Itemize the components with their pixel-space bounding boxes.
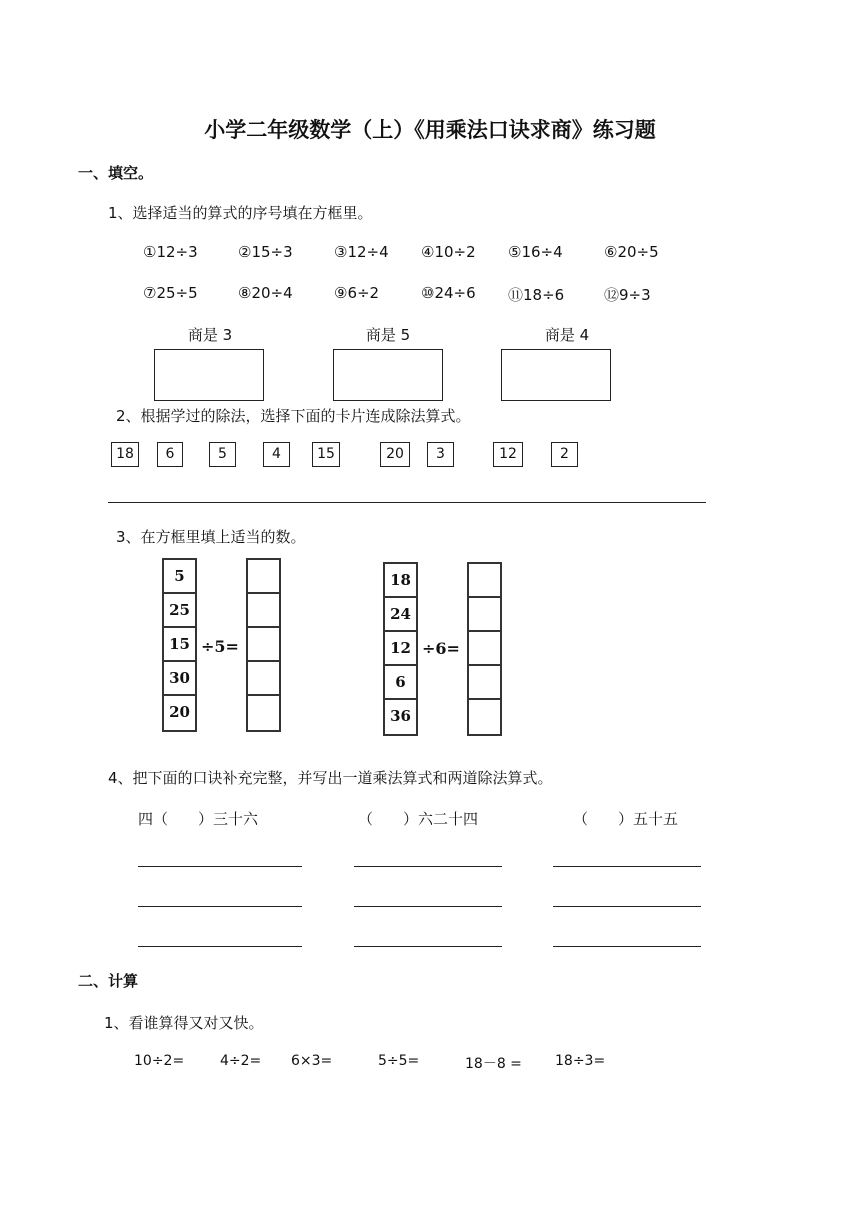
dividend-cell: 5 [164, 560, 195, 594]
expression-item: ⑧20÷4 [238, 284, 293, 302]
calc-item: 18－8 = [465, 1056, 522, 1072]
expression-item: ④10÷2 [421, 243, 476, 261]
calc-item: 5÷5= [378, 1053, 420, 1069]
answer-cell[interactable] [248, 594, 279, 628]
answer-cell[interactable] [248, 560, 279, 594]
number-card[interactable]: 6 [157, 442, 183, 467]
dividend-cell: 36 [390, 707, 411, 725]
answer-box-quotient-5[interactable] [333, 349, 443, 401]
expression-item: ⑤16÷4 [508, 243, 563, 261]
expression-item: ⑦25÷5 [143, 284, 198, 302]
number-card[interactable]: 4 [263, 442, 290, 467]
expression-item: ⑩24÷6 [421, 284, 476, 302]
expression-item: ①12÷3 [143, 243, 198, 261]
answer-cell[interactable] [469, 598, 500, 632]
expression-item: ③12÷4 [334, 243, 389, 261]
answer-column-left[interactable] [246, 558, 281, 732]
dividend-cell: 15 [164, 628, 195, 662]
section-one-heading: 一、填空。 [78, 164, 154, 182]
calc-question-1-prompt: 1、看谁算得又对又快。 [104, 1014, 264, 1032]
answer-cell[interactable] [469, 564, 500, 598]
dividend-cell: 18 [385, 564, 416, 598]
answer-line[interactable] [553, 906, 701, 907]
dividend-cell: 30 [164, 662, 195, 696]
question-1-prompt: 1、选择适当的算式的序号填在方框里。 [108, 204, 373, 222]
expression-item: ⑫9÷3 [604, 286, 651, 304]
answer-cell[interactable] [248, 696, 279, 730]
page-title: 小学二年级数学（上）《用乘法口诀求商》练习题 [204, 117, 656, 142]
answer-line[interactable] [138, 946, 302, 947]
divide-by-5-operator: ÷5= [201, 637, 239, 656]
expression-item: ②15÷3 [238, 243, 293, 261]
rhyme-item: （ ）五十五 [573, 810, 679, 828]
dividend-cell: 6 [385, 666, 416, 700]
rhyme-item: 四（ ）三十六 [138, 810, 259, 828]
number-card[interactable]: 12 [493, 442, 523, 467]
number-card[interactable]: 15 [312, 442, 340, 467]
answer-cell[interactable] [469, 666, 500, 700]
answer-box-quotient-3[interactable] [154, 349, 264, 401]
answer-column-right[interactable] [467, 562, 502, 736]
question-2-prompt: 2、根据学过的除法，选择下面的卡片连成除法算式。 [116, 407, 471, 425]
dividend-cell: 25 [164, 594, 195, 628]
answer-line[interactable] [108, 502, 706, 503]
expression-item: ⑪18÷6 [508, 286, 565, 304]
answer-line[interactable] [354, 946, 502, 947]
answer-line[interactable] [354, 906, 502, 907]
dividend-column-right [383, 562, 418, 736]
answer-line[interactable] [138, 866, 302, 867]
dividend-cell: 20 [169, 703, 190, 721]
question-3-prompt: 3、在方框里填上适当的数。 [116, 528, 306, 546]
number-card[interactable]: 20 [380, 442, 410, 467]
dividend-column-left [162, 558, 197, 732]
expression-item: ⑨6÷2 [334, 284, 380, 302]
answer-cell[interactable] [469, 632, 500, 666]
quotient-4-label: 商是 4 [544, 326, 590, 344]
answer-cell[interactable] [469, 700, 500, 734]
number-card[interactable]: 18 [111, 442, 139, 467]
section-two-heading: 二、计算 [78, 972, 139, 990]
number-card[interactable]: 2 [551, 442, 578, 467]
calc-item: 4÷2= [220, 1053, 262, 1069]
dividend-cell: 24 [385, 598, 416, 632]
answer-box-quotient-4[interactable] [501, 349, 611, 401]
rhyme-item: （ ）六二十四 [358, 810, 479, 828]
answer-line[interactable] [354, 866, 502, 867]
calc-item: 18÷3= [555, 1053, 606, 1069]
answer-cell[interactable] [248, 662, 279, 696]
question-4-prompt: 4、把下面的口诀补充完整，并写出一道乘法算式和两道除法算式。 [108, 769, 553, 787]
answer-line[interactable] [138, 906, 302, 907]
answer-line[interactable] [553, 866, 701, 867]
dividend-cell: 12 [385, 632, 416, 666]
quotient-3-label: 商是 3 [187, 326, 233, 344]
number-card[interactable]: 5 [209, 442, 236, 467]
answer-cell[interactable] [248, 628, 279, 662]
expression-item: ⑥20÷5 [604, 243, 659, 261]
calc-item: 6×3= [291, 1053, 333, 1069]
number-card[interactable]: 3 [427, 442, 454, 467]
answer-line[interactable] [553, 946, 701, 947]
divide-by-6-operator: ÷6= [422, 639, 460, 658]
calc-item: 10÷2= [134, 1053, 185, 1069]
quotient-5-label: 商是 5 [365, 326, 411, 344]
